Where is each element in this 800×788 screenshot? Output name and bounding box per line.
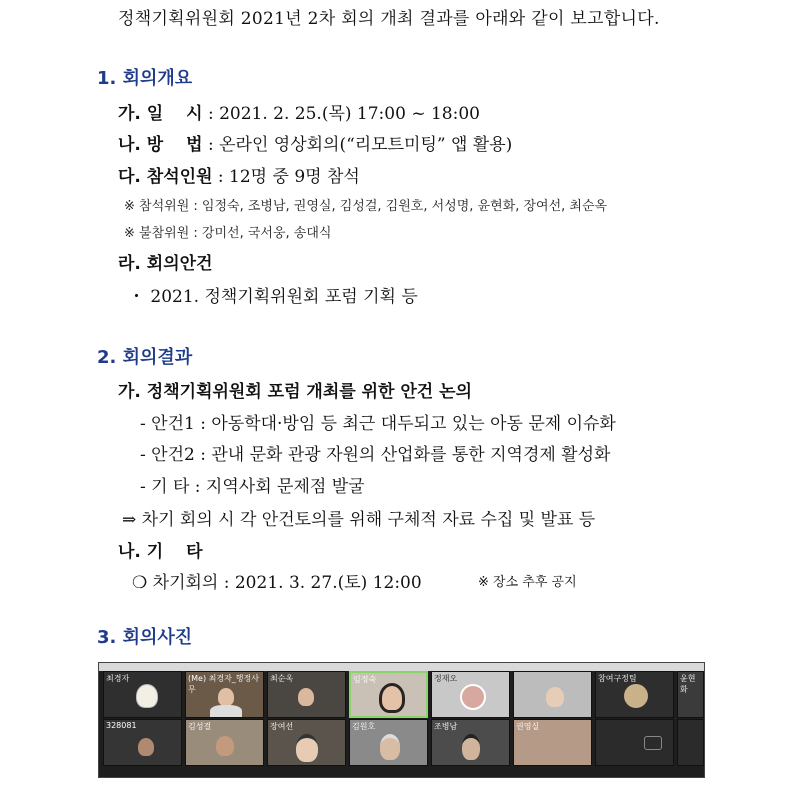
participant-name: 참여구정팀: [598, 674, 637, 683]
participant-name: 윤현화: [680, 674, 696, 694]
video-tile: [595, 719, 674, 766]
agenda-item-2: - 안건2 : 관내 문화 관광 자원의 산업화를 통한 지역경제 활성화: [140, 445, 611, 465]
video-tile-active: [349, 671, 428, 718]
participant-face: [546, 687, 564, 707]
agenda-item-other: - 기 타 : 지역사회 문제점 발굴: [140, 477, 365, 497]
participant-name: 권영실: [516, 722, 540, 731]
participant-name: (Me) 최경자_행정사무: [188, 674, 259, 694]
video-tile: [677, 719, 704, 766]
participant-name: 조병남: [434, 722, 458, 731]
video-tile: [267, 719, 346, 766]
video-tile: [185, 671, 264, 718]
avatar: [460, 684, 486, 710]
attend-label: 다. 참석인원: [118, 167, 213, 187]
attend-row: [118, 162, 360, 187]
etc-row: [118, 537, 203, 562]
method-value: : 온라인 영상회의(“리모트미팅” 앱 활용): [202, 135, 513, 155]
method-row: [118, 130, 512, 155]
followup-text: ⇒ 차기 회의 시 각 안건토의를 위해 구체적 자료 수집 및 발표 등: [122, 510, 596, 530]
video-tile: [103, 719, 182, 766]
participant-name: 최순옥: [270, 674, 294, 683]
section-1-title: 1. 회의개요: [97, 68, 193, 89]
cat-avatar-icon: [136, 684, 158, 708]
method-label: 나. 방 법: [118, 135, 203, 155]
video-tile: [513, 719, 592, 766]
agenda-label: 라. 회의안건: [118, 254, 213, 274]
next-meeting-note: ※ 장소 추후 공지: [478, 575, 577, 590]
participant-name: 최경자: [106, 674, 130, 683]
participant-face: [379, 683, 405, 713]
agenda-item: ・ 2021. 정책기획위원회 포럼 기획 등: [128, 287, 418, 307]
video-tile: [103, 671, 182, 718]
video-tile: [677, 671, 704, 718]
participant-name: 정재오: [434, 674, 458, 683]
chat-bubble-icon: [644, 736, 662, 750]
absent-members: ※ 불참위원 : 강미선, 국서웅, 송대식: [124, 226, 332, 241]
meeting-photo: [98, 662, 705, 778]
video-tile: [349, 719, 428, 766]
etc-label: 나. 기 타: [118, 542, 203, 562]
participant-body: [210, 705, 242, 718]
video-tile: [595, 671, 674, 718]
agenda-row: [118, 249, 213, 274]
participant-name: 김원호: [352, 722, 376, 731]
discussion-row: [118, 377, 472, 402]
video-tile: [267, 671, 346, 718]
participant-name: 임정숙: [353, 675, 377, 684]
intro-text: 정책기획위원회 2021년 2차 회의 개최 결과를 아래와 같이 보고합니다.: [118, 9, 660, 29]
date-row: [118, 99, 480, 124]
user-avatar-icon: [624, 684, 648, 708]
participant-name: 김성걸: [188, 722, 212, 731]
video-tile: [431, 719, 510, 766]
video-tile: [185, 719, 264, 766]
participant-face: [138, 738, 154, 756]
participant-face: [462, 734, 480, 760]
date-value: : 2021. 2. 25.(목) 17:00 ~ 18:00: [202, 104, 480, 124]
participant-face: [298, 688, 314, 706]
video-tile: [513, 671, 592, 718]
participant-face: [380, 734, 400, 760]
next-meeting: ❍ 차기회의 : 2021. 3. 27.(토) 12:00: [132, 573, 422, 593]
participant-face: [216, 736, 234, 756]
photo-top-strip: [99, 663, 704, 671]
participant-name: 장여선: [270, 722, 294, 731]
present-members: ※ 참석위원 : 임정숙, 조병남, 권영실, 김성걸, 김원호, 서성명, 윤현화, 장여선, 최순옥: [124, 199, 608, 214]
date-label: 가. 일 시: [118, 104, 203, 124]
discussion-label: 가. 정책기획위원회 포럼 개최를 위한 안건 논의: [118, 382, 472, 402]
section-3-title: 3. 회의사진: [97, 627, 193, 648]
participant-face: [218, 688, 234, 706]
participant-face: [296, 734, 318, 762]
attend-value: : 12명 중 9명 참석: [212, 167, 360, 187]
section-2-title: 2. 회의결과: [97, 347, 193, 368]
participant-name: 328081: [106, 721, 137, 730]
video-tile: [431, 671, 510, 718]
agenda-item-1: - 안건1 : 아동학대·방임 등 최근 대두되고 있는 아동 문제 이슈화: [140, 414, 616, 434]
